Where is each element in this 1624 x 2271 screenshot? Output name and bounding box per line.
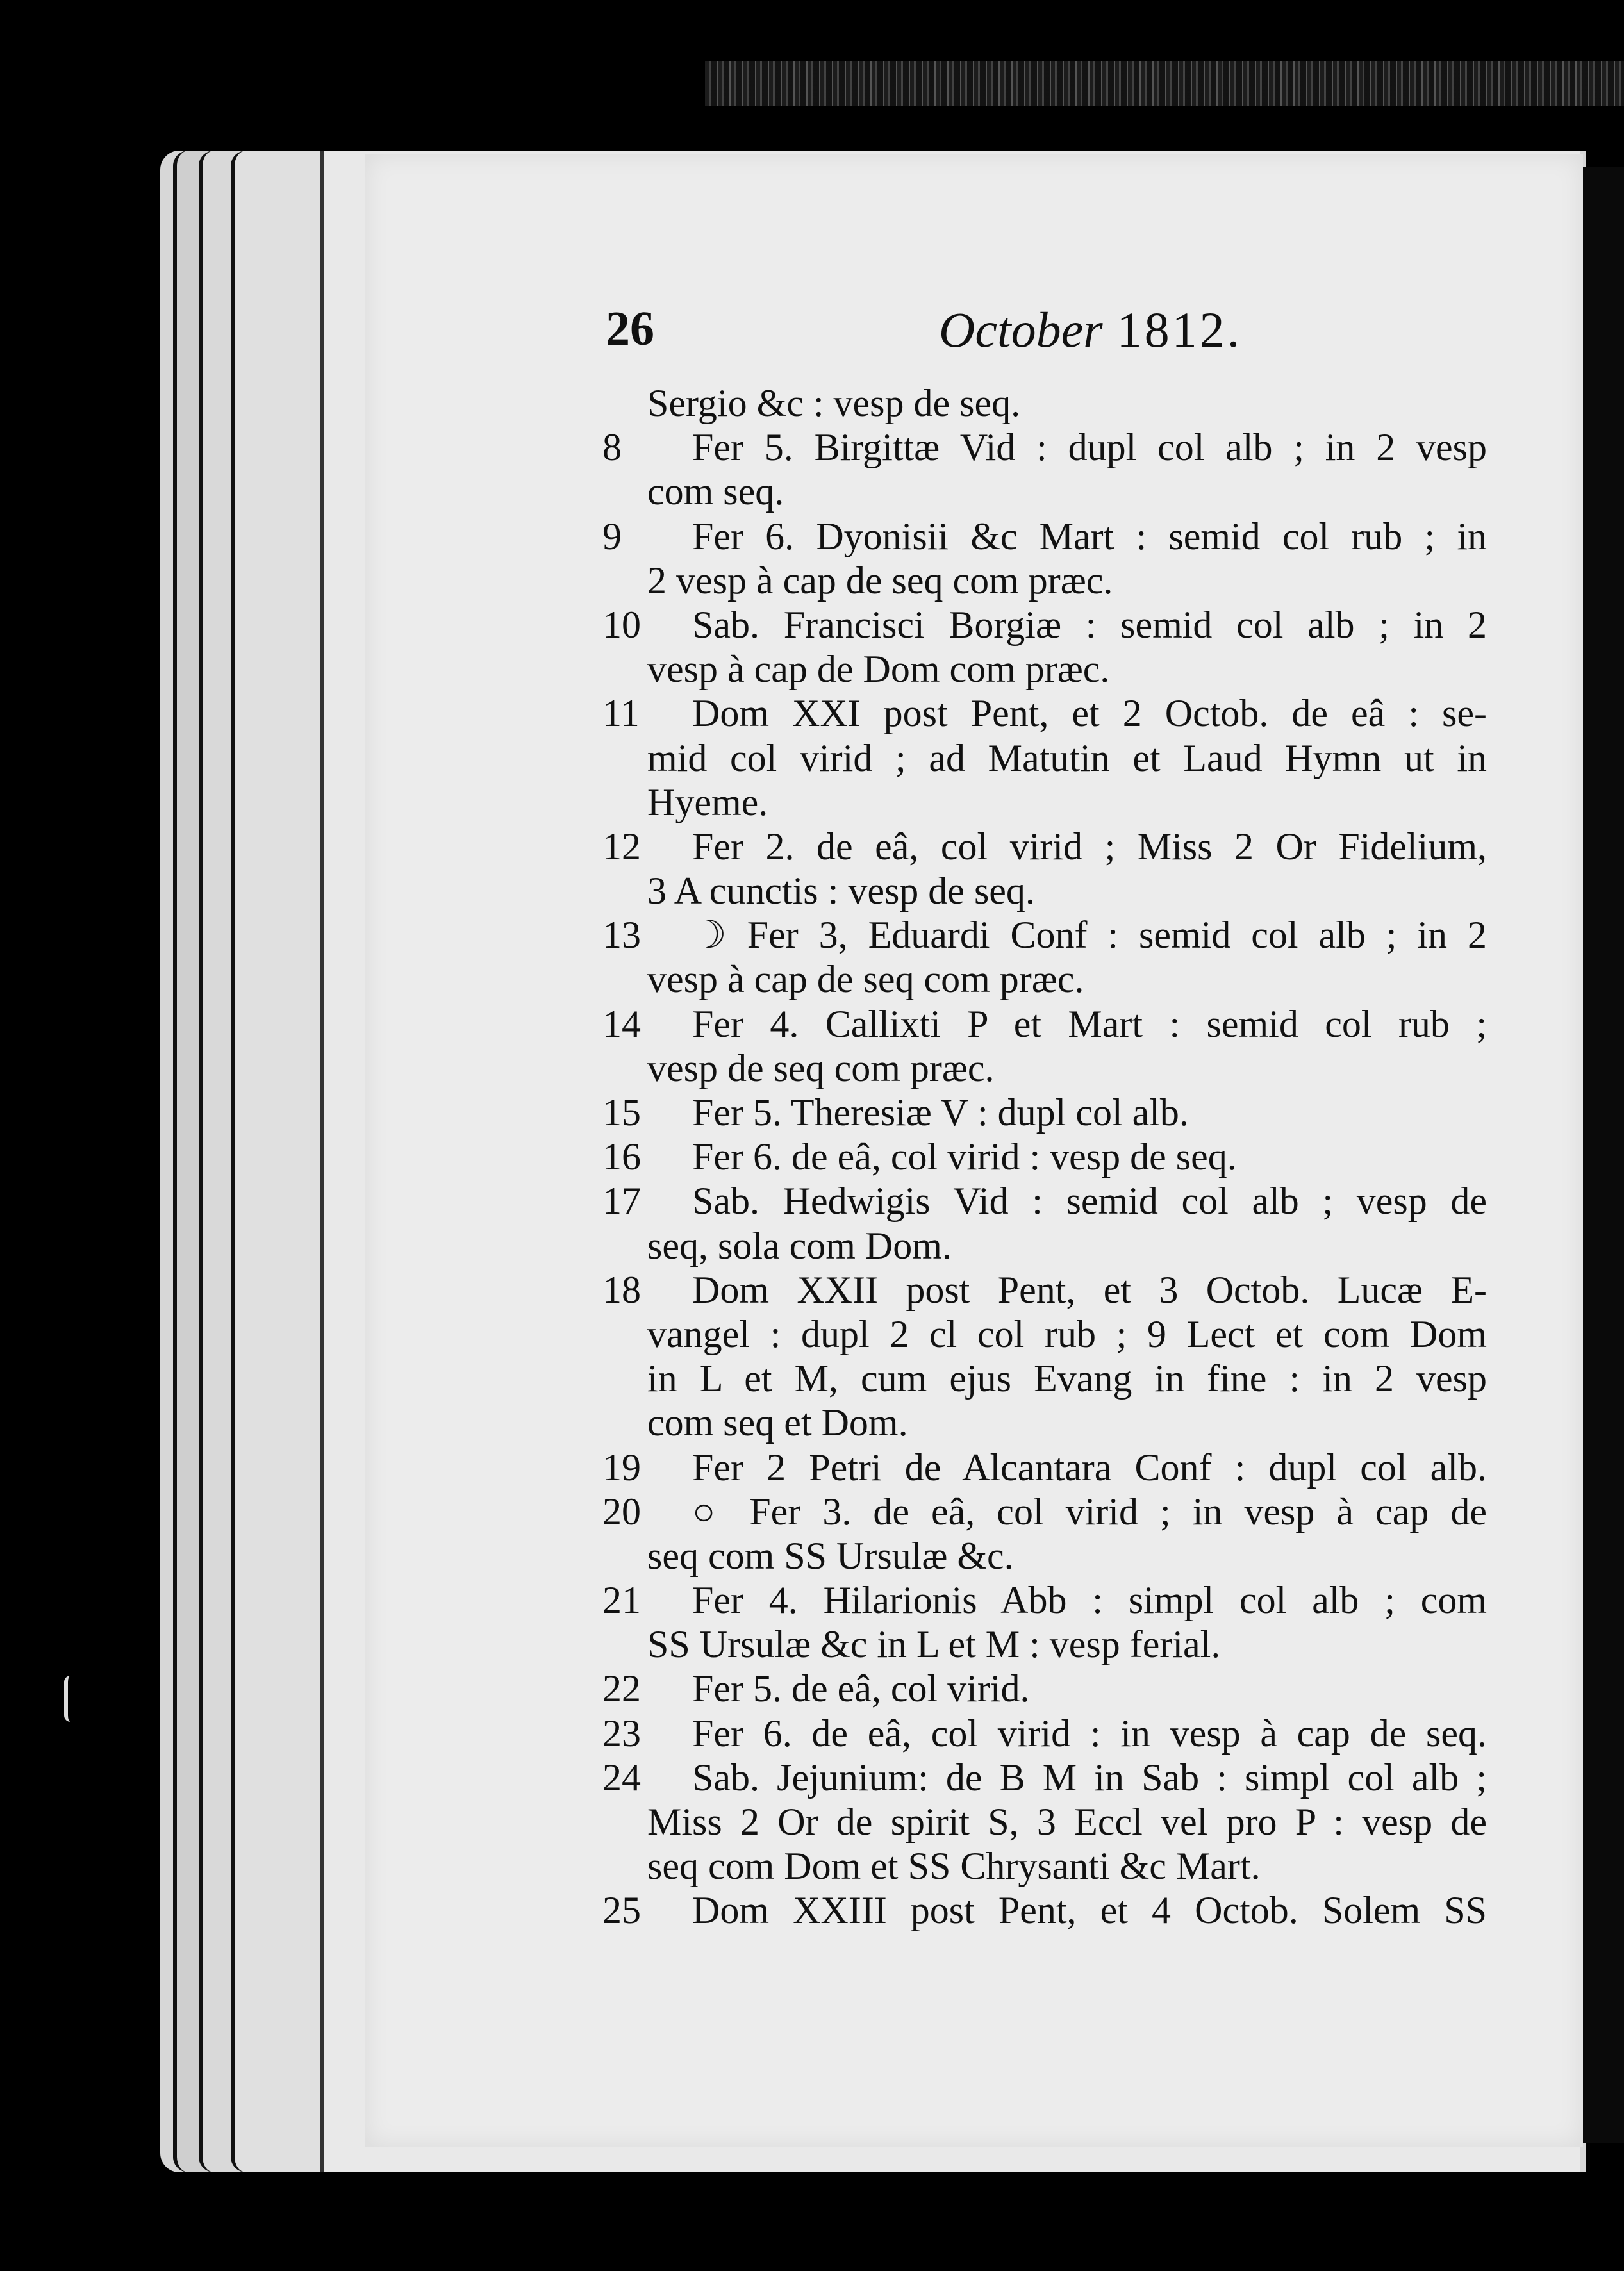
entry-text: in L et M, cum ejus Evang in fine : in 2 vesp — [647, 1357, 1487, 1400]
calendar-line — [602, 780, 1487, 825]
day-number: 16 — [602, 1136, 641, 1178]
entry-text: ○ Fer 3. de eâ, col virid ; in vesp à cap de — [692, 1490, 1487, 1533]
entry-text: Dom XXI post Pent, et 2 Octob. de eâ : se- — [692, 692, 1487, 735]
entry-text: Fer 6. de eâ, col virid : vesp de seq. — [692, 1136, 1237, 1178]
calendar-line — [602, 470, 1487, 514]
month: October — [939, 302, 1103, 358]
calendar-line — [602, 913, 1487, 957]
running-title — [939, 301, 1242, 359]
calendar-line — [602, 1756, 1487, 1800]
day-number: 9 — [602, 515, 622, 557]
entry-text: Sab. Jejunium: de B M in Sab : simpl col alb ; — [692, 1756, 1487, 1799]
entry-text: Fer 4. Callixti P et Mart : semid col rub ; — [692, 1002, 1487, 1045]
day-number: 21 — [602, 1579, 641, 1622]
entry-text: Miss 2 Or de spirit S, 3 Eccl vel pro P : vesp de — [647, 1801, 1487, 1843]
calendar-line — [602, 957, 1487, 1002]
calendar-line — [602, 1091, 1487, 1135]
calendar-line — [602, 425, 1487, 470]
day-number: 13 — [602, 914, 641, 957]
entry-text: Sergio &c : vesp de seq. — [647, 382, 1021, 424]
calendar-line — [602, 1623, 1487, 1667]
entry-text: com seq. — [647, 470, 784, 513]
day-number: 19 — [602, 1446, 641, 1489]
page-header — [606, 301, 1554, 372]
day-number: 20 — [602, 1490, 641, 1533]
entry-text: seq com Dom et SS Chrysanti &c Mart. — [647, 1845, 1261, 1888]
margin-mark — [64, 1676, 77, 1722]
entry-text: mid col virid ; ad Matutin et Laud Hymn ut in — [647, 736, 1487, 779]
calendar-line — [602, 1224, 1487, 1268]
day-number: 25 — [602, 1889, 641, 1932]
entry-text: seq com SS Ursulæ &c. — [647, 1534, 1014, 1577]
calendar-line — [602, 1888, 1487, 1933]
day-number: 8 — [602, 426, 622, 469]
year: 1812. — [1116, 302, 1243, 358]
day-number: 15 — [602, 1091, 641, 1134]
entry-text: Fer 2. de eâ, col virid ; Miss 2 Or Fidelium, — [692, 825, 1487, 868]
calendar-line — [602, 1712, 1487, 1756]
entry-text: Sab. Francisci Borgiæ : semid col alb ; in 2 — [692, 603, 1487, 646]
calendar-line — [602, 1312, 1487, 1357]
calendar-line — [602, 515, 1487, 559]
entry-text: ☽ Fer 3, Eduardi Conf : semid col alb ; in 2 — [692, 914, 1487, 957]
day-number: 17 — [602, 1180, 641, 1223]
scan-edge-noise — [705, 61, 1624, 106]
entry-text: 2 vesp à cap de seq com præc. — [647, 559, 1113, 602]
calendar-line — [602, 559, 1487, 603]
day-number: 24 — [602, 1756, 641, 1799]
entry-text: Fer 5. Birgittæ Vid : dupl col alb ; in 2 vesp — [692, 426, 1487, 469]
day-number: 12 — [602, 825, 641, 868]
calendar-line — [602, 1002, 1487, 1046]
calendar-line — [602, 1844, 1487, 1888]
right-shadow — [1582, 167, 1624, 2143]
calendar-line — [602, 1135, 1487, 1179]
calendar-line — [602, 1800, 1487, 1844]
calendar-line — [602, 1046, 1487, 1091]
calendar-line — [602, 1179, 1487, 1223]
calendar-line — [602, 1401, 1487, 1445]
calendar-line — [602, 1446, 1487, 1490]
day-number: 23 — [602, 1712, 641, 1755]
calendar-line — [602, 1357, 1487, 1401]
entry-text: SS Ursulæ &c in L et M : vesp ferial. — [647, 1623, 1221, 1666]
calendar-line — [602, 603, 1487, 647]
entry-text: Fer 6. de eâ, col virid : in vesp à cap de seq. — [692, 1712, 1487, 1755]
calendar-entries — [602, 381, 1487, 1933]
entry-text: vesp à cap de Dom com præc. — [647, 648, 1110, 691]
day-number: 22 — [602, 1667, 641, 1710]
day-number: 11 — [602, 692, 640, 735]
entry-text: Hyeme. — [647, 780, 768, 823]
entry-text: seq, sola com Dom. — [647, 1224, 952, 1267]
entry-text: 3 A cunctis : vesp de seq. — [647, 870, 1035, 913]
entry-text: Fer 5. de eâ, col virid. — [692, 1667, 1030, 1710]
day-number: 18 — [602, 1268, 641, 1311]
entry-text: Fer 2 Petri de Alcantara Conf : dupl col alb. — [692, 1446, 1487, 1489]
entry-text: Sab. Hedwigis Vid : semid col alb ; vesp de — [692, 1180, 1487, 1223]
calendar-line — [602, 825, 1487, 869]
calendar-line — [602, 1268, 1487, 1312]
calendar-line — [602, 381, 1487, 425]
calendar-line — [602, 1667, 1487, 1711]
day-number: 10 — [602, 603, 641, 646]
calendar-line — [602, 1578, 1487, 1623]
entry-text: Fer 5. Theresiæ V : dupl col alb. — [692, 1091, 1189, 1134]
entry-text: Dom XXIII post Pent, et 4 Octob. Solem SS — [692, 1889, 1487, 1932]
entry-text: Fer 6. Dyonisii &c Mart : semid col rub ; in — [692, 515, 1487, 557]
entry-text: vesp de seq com præc. — [647, 1046, 995, 1089]
calendar-line — [602, 869, 1487, 913]
page-number: 26 — [606, 302, 654, 356]
calendar-line — [602, 1490, 1487, 1534]
day-number: 14 — [602, 1002, 641, 1045]
entry-text: com seq et Dom. — [647, 1401, 908, 1444]
entry-text: Dom XXII post Pent, et 3 Octob. Lucæ E- — [692, 1268, 1487, 1311]
calendar-line — [602, 1534, 1487, 1578]
calendar-line — [602, 647, 1487, 691]
entry-text: vangel : dupl 2 cl col rub ; 9 Lect et com Dom — [647, 1312, 1487, 1355]
entry-text: vesp à cap de seq com præc. — [647, 958, 1084, 1001]
entry-text: Fer 4. Hilarionis Abb : simpl col alb ; com — [692, 1579, 1487, 1622]
calendar-line — [602, 736, 1487, 780]
calendar-line — [602, 691, 1487, 736]
